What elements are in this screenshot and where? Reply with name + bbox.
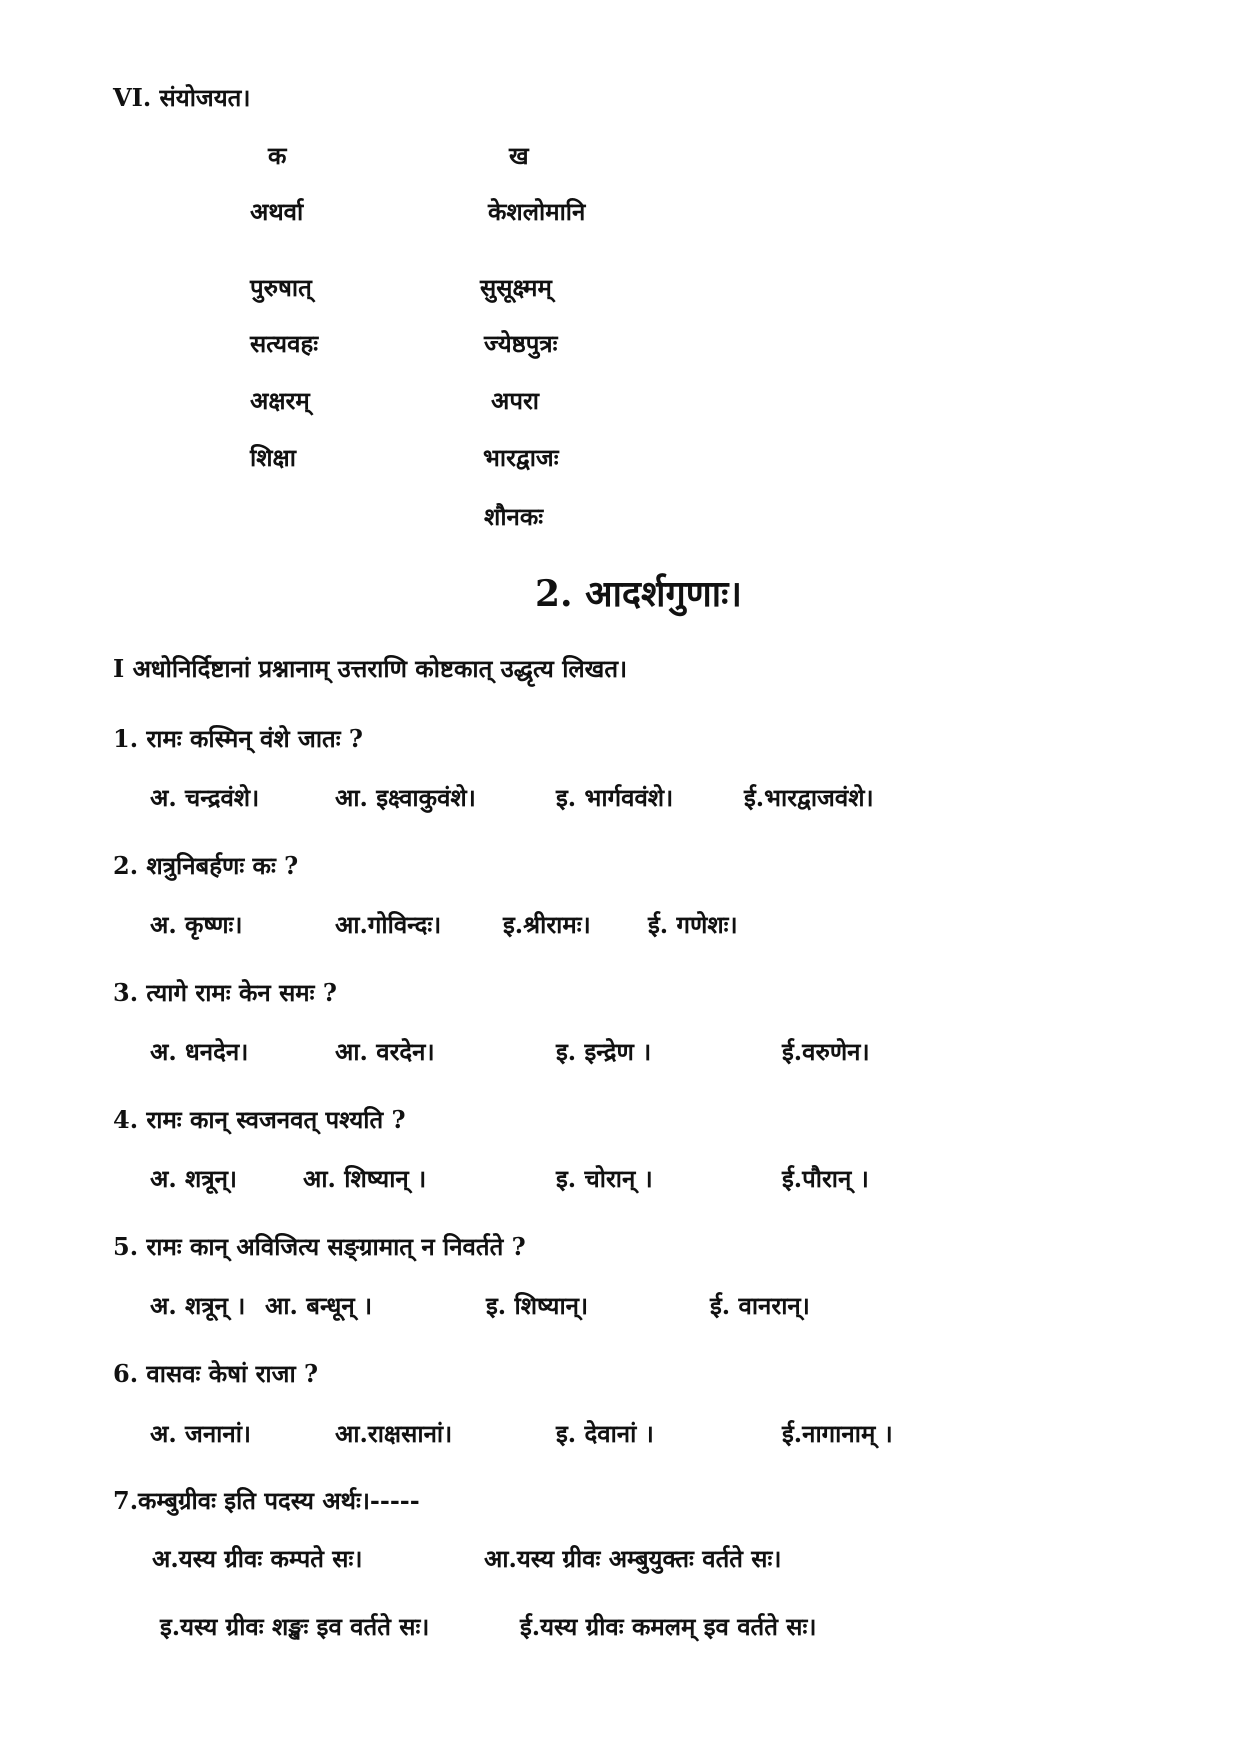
option: ई.वरुणेन। bbox=[782, 1037, 870, 1066]
match-b-item: सुसूक्ष्मम् bbox=[480, 273, 552, 302]
option: ई.पौरान् । bbox=[782, 1164, 869, 1193]
question-text: 2. शत्रुनिबर्हणः कः ? bbox=[113, 851, 299, 880]
option: अ. शत्रून्। bbox=[150, 1164, 238, 1193]
match-a-item: अक्षरम् bbox=[250, 386, 310, 415]
question-text: 1. रामः कस्मिन् वंशे जातः ? bbox=[113, 724, 363, 753]
option: इ. शिष्यान्। bbox=[486, 1291, 589, 1320]
option: इ.यस्य ग्रीवः शङ्खः इव वर्तते सः। bbox=[160, 1612, 430, 1641]
option: आ. इक्ष्वाकुवंशे। bbox=[335, 783, 476, 812]
option: ई. वानरान्। bbox=[710, 1291, 810, 1320]
option: इ. चोरान् । bbox=[556, 1164, 653, 1193]
option: ई.यस्य ग्रीवः कमलम् इव वर्तते सः। bbox=[520, 1612, 817, 1641]
match-b-item: शौनकः bbox=[484, 502, 544, 531]
match-a-item: पुरुषात् bbox=[250, 273, 312, 302]
column-b-header: ख bbox=[509, 141, 529, 170]
match-b-item: केशलोमानि bbox=[488, 197, 586, 226]
option: आ. वरदेन। bbox=[335, 1037, 435, 1066]
match-a-item: सत्यवहः bbox=[250, 329, 319, 358]
question-text: 3. त्यागे रामः केन समः ? bbox=[113, 978, 337, 1007]
option: अ. चन्द्रवंशे। bbox=[150, 783, 260, 812]
option: इ. देवानां । bbox=[556, 1419, 654, 1448]
match-b-item: अपरा bbox=[491, 386, 539, 415]
option: आ. शिष्यान् । bbox=[303, 1164, 427, 1193]
option: आ.यस्य ग्रीवः अम्बुयुक्तः वर्तते सः। bbox=[484, 1544, 782, 1573]
instruction: I अधोनिर्दिष्टानां प्रश्नानाम् उत्तराणि कोष्टकात् उद्धृत्य लिखत। bbox=[113, 654, 628, 683]
option: अ.यस्य ग्रीवः कम्पते सः। bbox=[152, 1544, 363, 1573]
option: ई.नागानाम् । bbox=[782, 1419, 893, 1448]
question-text: 6. वासवः केषां राजा ? bbox=[113, 1359, 319, 1388]
option: अ. धनदेन। bbox=[150, 1037, 249, 1066]
question-text: 7.कम्बुग्रीवः इति पदस्य अर्थः।----- bbox=[113, 1486, 420, 1515]
option: ई.भारद्वाजवंशे। bbox=[744, 783, 874, 812]
option: इ.श्रीरामः। bbox=[503, 910, 591, 939]
column-a-header: क bbox=[268, 141, 287, 170]
option: अ. कृष्णः। bbox=[150, 910, 243, 939]
match-heading: VI. संयोजयत। bbox=[113, 83, 251, 112]
match-b-item: ज्येष्ठपुत्रः bbox=[484, 329, 558, 358]
lesson-title: 2. आदर्शगुणाः। bbox=[535, 573, 743, 615]
option: आ.गोविन्दः। bbox=[335, 910, 442, 939]
option: आ.राक्षसानां। bbox=[335, 1419, 453, 1448]
match-b-item: भारद्वाजः bbox=[483, 443, 559, 472]
option: अ. शत्रून् । bbox=[150, 1291, 246, 1320]
option: आ. बन्धून् । bbox=[265, 1291, 373, 1320]
option: ई. गणेशः। bbox=[648, 910, 738, 939]
option: इ. इन्द्रेण । bbox=[556, 1037, 652, 1066]
match-a-item: शिक्षा bbox=[250, 443, 296, 472]
question-text: 5. रामः कान् अविजित्य सङ्ग्रामात् न निवर्तते ? bbox=[113, 1232, 526, 1261]
question-text: 4. रामः कान् स्वजनवत् पश्यति ? bbox=[113, 1105, 406, 1134]
option: इ. भार्गववंशे। bbox=[556, 783, 674, 812]
option: अ. जनानां। bbox=[150, 1419, 252, 1448]
match-a-item: अथर्वा bbox=[250, 197, 304, 226]
